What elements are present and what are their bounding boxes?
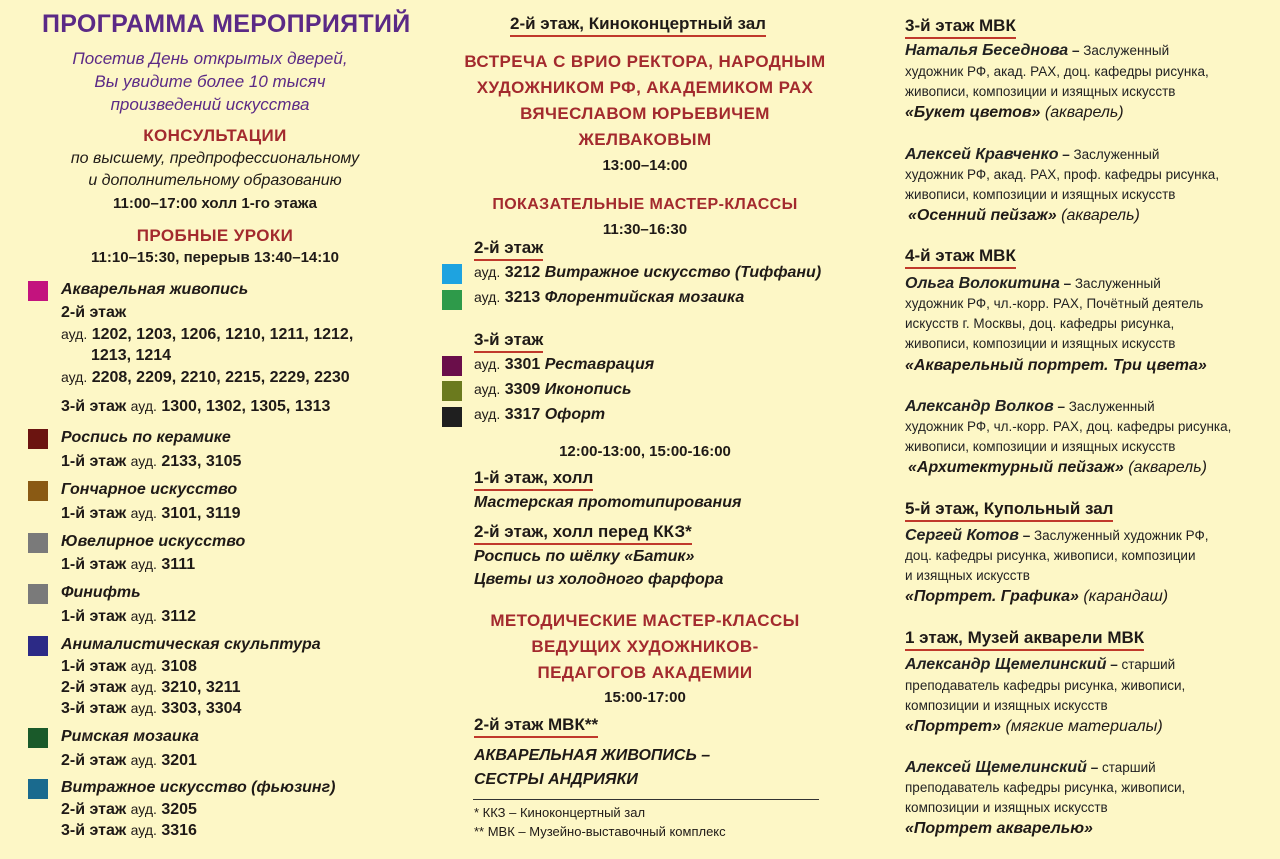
artwork: «Осенний пейзаж» (акварель) xyxy=(908,207,1140,224)
masterclass-item: ауд. 3309 Иконопись xyxy=(474,381,632,398)
artist-bio: искусств г. Москвы, доц. кафедры рисунка, xyxy=(905,316,1175,331)
rooms-line: 2-й этаж ауд. 3201 xyxy=(61,752,197,769)
time-slot: 12:00-13:00, 15:00-16:00 xyxy=(559,443,731,460)
artist-block: Алексей Кравченко – Заслуженный xyxy=(905,146,1160,163)
meeting-line-2: ХУДОЖНИКОМ РФ, АКАДЕМИКОМ РАХ xyxy=(476,78,814,97)
meeting-line-1: ВСТРЕЧА С ВРИО РЕКТОРА, НАРОДНЫМ xyxy=(464,52,826,71)
color-swatch xyxy=(442,264,462,284)
color-swatch xyxy=(28,281,48,301)
consult-title: КОНСУЛЬТАЦИИ xyxy=(143,126,287,145)
intro-line-3: произведений искусства xyxy=(110,95,310,114)
rooms-line: 1-й этаж ауд. 3111 xyxy=(61,556,196,573)
course-name: Витражное искусство (фьюзинг) xyxy=(61,779,336,796)
exhibit-line-2: СЕСТРЫ АНДРИЯКИ xyxy=(474,771,638,788)
color-swatch xyxy=(28,636,48,656)
rooms-line: 3-й этаж ауд. 1300, 1302, 1305, 1313 xyxy=(61,398,331,415)
workshop-name: Мастерская прототипирования xyxy=(474,494,742,511)
method-time: 15:00-17:00 xyxy=(604,689,686,706)
trial-time: 11:10–15:30, перерыв 13:40–14:10 xyxy=(91,249,339,266)
rooms-line: ауд. 1202, 1203, 1206, 1210, 1211, 1212, xyxy=(61,326,354,343)
floor-header: 3-й этаж МВК xyxy=(905,16,1016,39)
artwork: «Акварельный портрет. Три цвета» xyxy=(905,357,1207,374)
artist-bio: композиции и изящных искусств xyxy=(905,800,1108,815)
floor-header: 2-й этаж, холл перед ККЗ* xyxy=(474,522,692,545)
method-line-1: МЕТОДИЧЕСКИЕ МАСТЕР-КЛАССЫ xyxy=(490,611,800,630)
artist-block: Наталья Беседнова – Заслуженный xyxy=(905,42,1170,59)
artist-bio: художник РФ, акад. РАХ, проф. кафедры рисунка, xyxy=(905,167,1220,182)
color-swatch xyxy=(442,407,462,427)
hall-header: 2-й этаж, Киноконцертный зал xyxy=(510,14,766,37)
footnote-2: ** МВК – Музейно-выставочный комплекс xyxy=(474,824,726,839)
artwork: «Портрет» (мягкие материалы) xyxy=(905,718,1163,735)
rooms-line: 1-й этаж ауд. 3101, 3119 xyxy=(61,505,241,522)
course-name: Акварельная живопись xyxy=(61,281,249,298)
course-name: Ювелирное искусство xyxy=(61,533,246,550)
trial-title: ПРОБНЫЕ УРОКИ xyxy=(136,226,294,245)
floor-header: 1-й этаж, холл xyxy=(474,468,593,491)
masterclass-title: ПОКАЗАТЕЛЬНЫЕ МАСТЕР-КЛАССЫ xyxy=(492,196,798,213)
color-swatch xyxy=(28,533,48,553)
masterclass-item: ауд. 3317 Офорт xyxy=(474,406,606,423)
footnote-divider xyxy=(473,799,819,800)
meeting-time: 13:00–14:00 xyxy=(602,157,688,174)
consult-line-2: и дополнительному образованию xyxy=(88,172,342,189)
artwork: «Архитектурный пейзаж» (акварель) xyxy=(908,459,1207,476)
floor-header: 4-й этаж МВК xyxy=(905,246,1016,269)
artist-bio: и изящных искусств xyxy=(905,568,1030,583)
artwork: «Портрет акварелью» xyxy=(905,820,1093,837)
rooms-line: 1213, 1214 xyxy=(91,347,172,364)
masterclass-item: ауд. 3301 Реставрация xyxy=(474,356,655,373)
color-swatch xyxy=(28,429,48,449)
course-name: Финифть xyxy=(61,584,141,601)
color-swatch xyxy=(28,779,48,799)
intro-line-2: Вы увидите более 10 тысяч xyxy=(94,72,326,91)
intro-line-1: Посетив День открытых дверей, xyxy=(72,49,348,68)
course-name: Роспись по керамике xyxy=(61,429,231,446)
artist-bio: живописи, композиции и изящных искусств xyxy=(905,336,1176,351)
floor-header: 2-й этаж xyxy=(474,238,543,261)
rooms-line: 2-й этаж ауд. 3210, 3211 xyxy=(61,679,241,696)
consult-time: 11:00–17:00 холл 1-го этажа xyxy=(112,195,318,212)
artist-bio: преподаватель кафедры рисунка, живописи, xyxy=(905,678,1186,693)
footnote-1: * ККЗ – Киноконцертный зал xyxy=(474,805,646,820)
artwork: «Портрет. Графика» (карандаш) xyxy=(905,588,1169,605)
course-name: Римская мозаика xyxy=(61,728,199,745)
floor-header: 3-й этаж xyxy=(474,330,543,353)
floor-label: 2-й этаж xyxy=(61,304,127,321)
method-line-2: ВЕДУЩИХ ХУДОЖНИКОВ- xyxy=(531,637,759,656)
artist-bio: композиции и изящных искусств xyxy=(905,698,1108,713)
artist-bio: живописи, композиции и изящных искусств xyxy=(905,187,1176,202)
color-swatch xyxy=(28,728,48,748)
artist-bio: живописи, композиции и изящных искусств xyxy=(905,84,1176,99)
meeting-line-3: ВЯЧЕСЛАВОМ ЮРЬЕВИЧЕМ xyxy=(520,104,770,123)
consult-line-1: по высшему, предпрофессиональному xyxy=(70,150,360,167)
method-line-3: ПЕДАГОГОВ АКАДЕМИИ xyxy=(537,663,753,682)
rooms-line: 3-й этаж ауд. 3303, 3304 xyxy=(61,700,242,717)
artist-bio: художник РФ, чл.-корр. РАХ, Почётный деятель xyxy=(905,296,1204,311)
artist-bio: живописи, композиции и изящных искусств xyxy=(905,439,1176,454)
meeting-line-4: ЖЕЛВАКОВЫМ xyxy=(578,130,712,149)
color-swatch xyxy=(442,381,462,401)
artist-bio: преподаватель кафедры рисунка, живописи, xyxy=(905,780,1186,795)
course-name: Анималистическая скульптура xyxy=(61,636,321,653)
rooms-line: 3-й этаж ауд. 3316 xyxy=(61,822,197,839)
workshop-name: Роспись по шёлку «Батик» xyxy=(474,548,695,565)
masterclass-item: ауд. 3212 Витражное искусство (Тиффани) xyxy=(474,264,822,281)
floor-header: 5-й этаж, Купольный зал xyxy=(905,499,1113,522)
rooms-line: 1-й этаж ауд. 3108 xyxy=(61,658,197,675)
artist-bio: доц. кафедры рисунка, живописи, композиции xyxy=(905,548,1196,563)
artist-block: Александр Волков – Заслуженный xyxy=(905,398,1155,415)
rooms-line: 2-й этаж ауд. 3205 xyxy=(61,801,197,818)
color-swatch xyxy=(28,481,48,501)
workshop-name: Цветы из холодного фарфора xyxy=(474,571,724,588)
rooms-line: 1-й этаж ауд. 2133, 3105 xyxy=(61,453,242,470)
rooms-line: ауд. 2208, 2209, 2210, 2215, 2229, 2230 xyxy=(61,369,350,386)
rooms-line: 1-й этаж ауд. 3112 xyxy=(61,608,197,625)
artist-block: Алексей Щемелинский – старший xyxy=(905,759,1156,776)
exhibit-line-1: АКВАРЕЛЬНАЯ ЖИВОПИСЬ – xyxy=(474,747,711,764)
artist-block: Сергей Котов – Заслуженный художник РФ, xyxy=(905,527,1209,544)
floor-header: 1 этаж, Музей акварели МВК xyxy=(905,628,1144,651)
course-name: Гончарное искусство xyxy=(61,481,238,498)
artist-block: Александр Щемелинский – старший xyxy=(905,656,1176,673)
artist-bio: художник РФ, чл.-корр. РАХ, доц. кафедры рисунка, xyxy=(905,419,1232,434)
masterclass-time: 11:30–16:30 xyxy=(602,221,688,238)
page-title: ПРОГРАММА МЕРОПРИЯТИЙ xyxy=(42,10,411,38)
masterclass-item: ауд. 3213 Флорентийская мозаика xyxy=(474,289,745,306)
floor-header: 2-й этаж МВК** xyxy=(474,715,598,738)
artist-block: Ольга Волокитина – Заслуженный xyxy=(905,275,1161,292)
color-swatch xyxy=(442,290,462,310)
color-swatch xyxy=(28,584,48,604)
artwork: «Букет цветов» (акварель) xyxy=(905,104,1124,121)
artist-bio: художник РФ, акад. РАХ, доц. кафедры рисунка, xyxy=(905,64,1209,79)
color-swatch xyxy=(442,356,462,376)
